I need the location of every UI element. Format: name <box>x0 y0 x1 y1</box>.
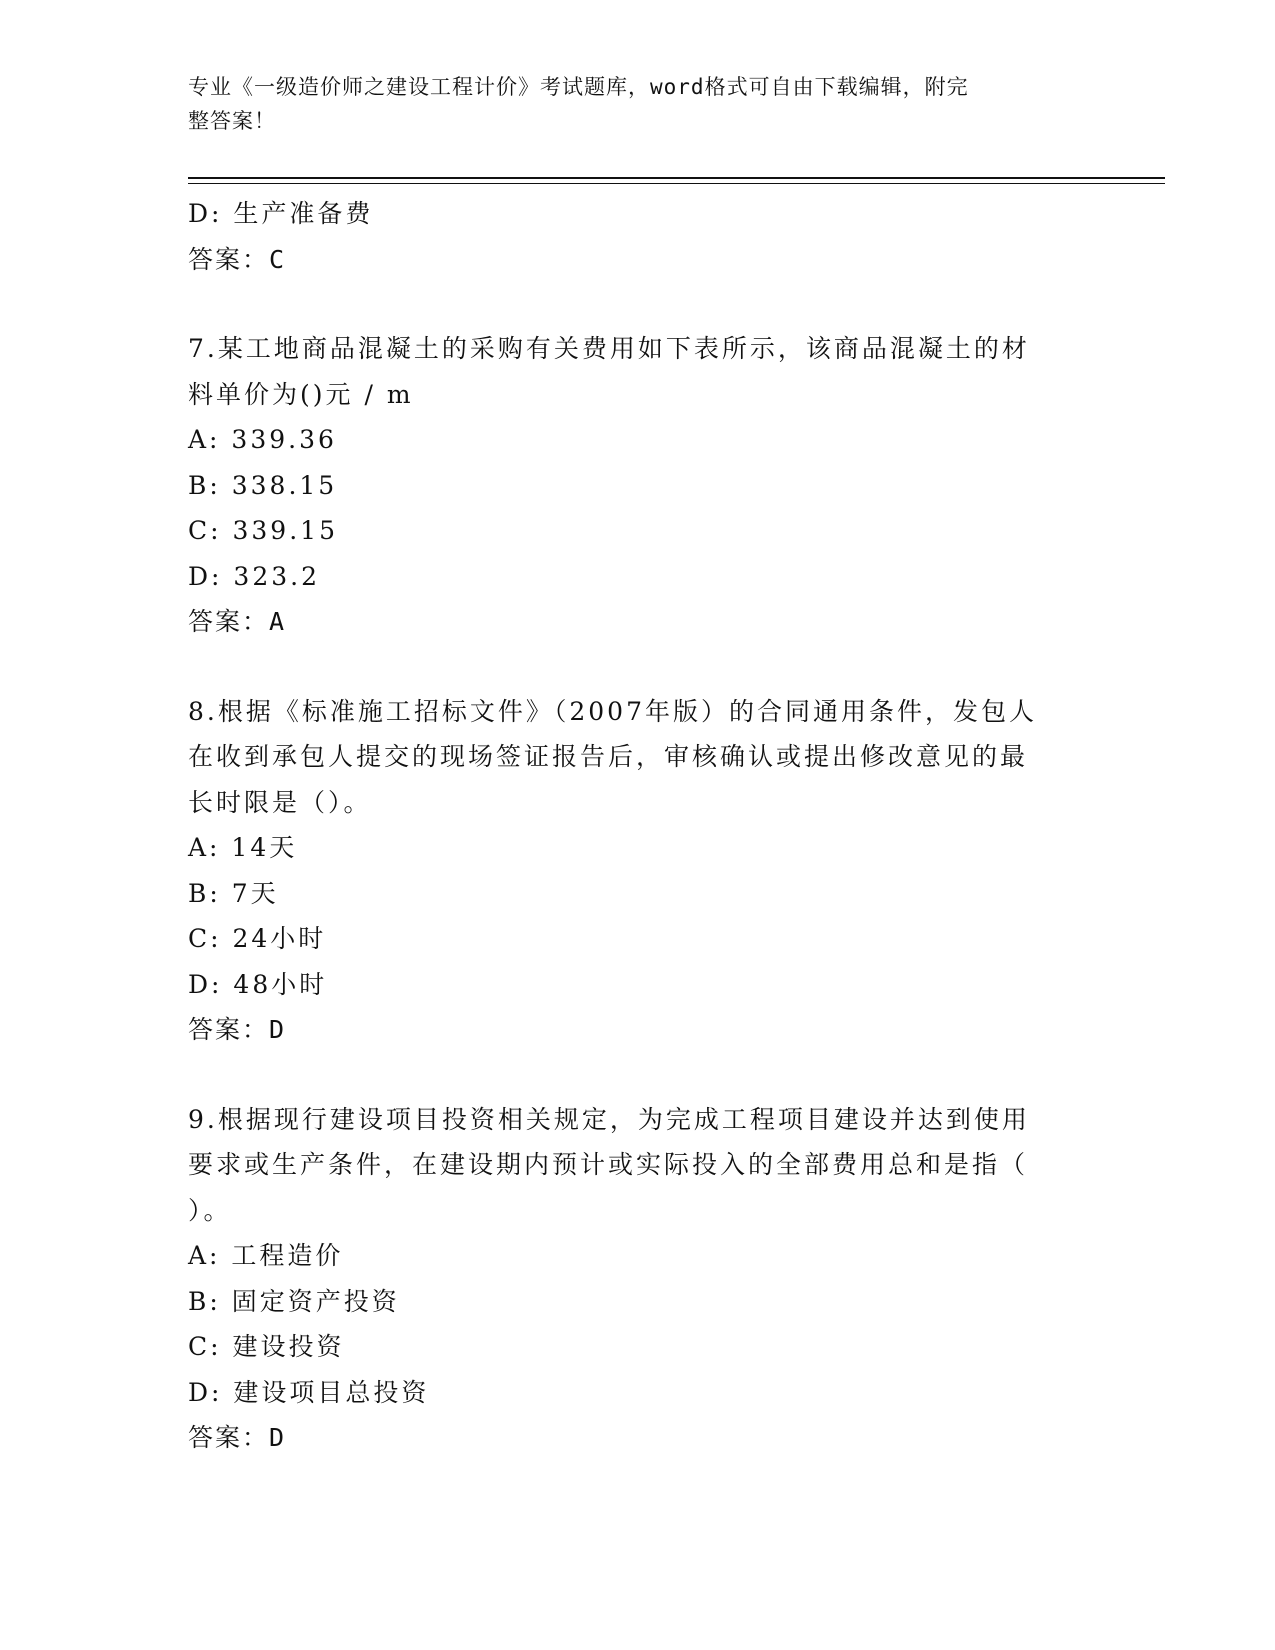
option-d: D: 323.2 <box>188 561 320 591</box>
question-7 <box>188 326 1088 645</box>
option-a: A: 14天 <box>188 833 298 862</box>
option-b: B: 7天 <box>188 878 279 908</box>
spacer <box>188 1053 1088 1097</box>
question-list <box>188 191 1088 1461</box>
option-b: B: 338.15 <box>188 470 338 500</box>
option-d: D: 生产准备费 <box>188 199 374 228</box>
question-text-line: 长时限是（）。 <box>188 787 372 817</box>
answer-line: 答案：C <box>188 244 287 274</box>
header-line-2: 整答案！ <box>188 109 276 133</box>
question-text-line: 在收到承包人提交的现场签证报告后，审核确认或提出修改意见的最 <box>188 742 1029 771</box>
question-text-line: ）。 <box>188 1195 232 1225</box>
question-8 <box>188 689 1088 1053</box>
option-b: B: 固定资产投资 <box>188 1286 400 1316</box>
option-d: D: 48小时 <box>188 969 328 999</box>
spacer <box>188 282 1088 326</box>
option-c: C: 339.15 <box>188 516 338 545</box>
question-text-line: 9.根据现行建设项目投资相关规定，为完成工程项目建设并达到使用 <box>188 1104 1030 1134</box>
page-header <box>188 70 1068 138</box>
option-d: D: 建设项目总投资 <box>188 1377 430 1407</box>
question-text-line: 7.某工地商品混凝土的采购有关费用如下表所示，该商品混凝土的材 <box>188 334 1030 363</box>
header-line-1: 专业《一级造价师之建设工程计价》考试题库，word格式可自由下载编辑，附完 <box>188 75 969 99</box>
question-9 <box>188 1097 1088 1461</box>
spacer <box>188 645 1088 689</box>
question-text-line: 要求或生产条件，在建设期内预计或实际投入的全部费用总和是指（ <box>188 1150 1029 1179</box>
option-c: C: 建设投资 <box>188 1332 345 1361</box>
continuation-block <box>188 191 1088 282</box>
header-divider-thin <box>188 183 1165 184</box>
answer-line: 答案：A <box>188 607 287 636</box>
question-text-line: 8.根据《标准施工招标文件》（2007年版）的合同通用条件，发包人 <box>188 696 1037 726</box>
question-text-line: 料单价为()元 / m <box>188 379 414 409</box>
header-divider-thick <box>188 177 1165 179</box>
option-c: C: 24小时 <box>188 924 327 953</box>
answer-line: 答案：D <box>188 1423 287 1452</box>
option-a: A: 工程造价 <box>188 1241 344 1270</box>
answer-line: 答案：D <box>188 1015 287 1044</box>
option-a: A: 339.36 <box>188 425 337 454</box>
